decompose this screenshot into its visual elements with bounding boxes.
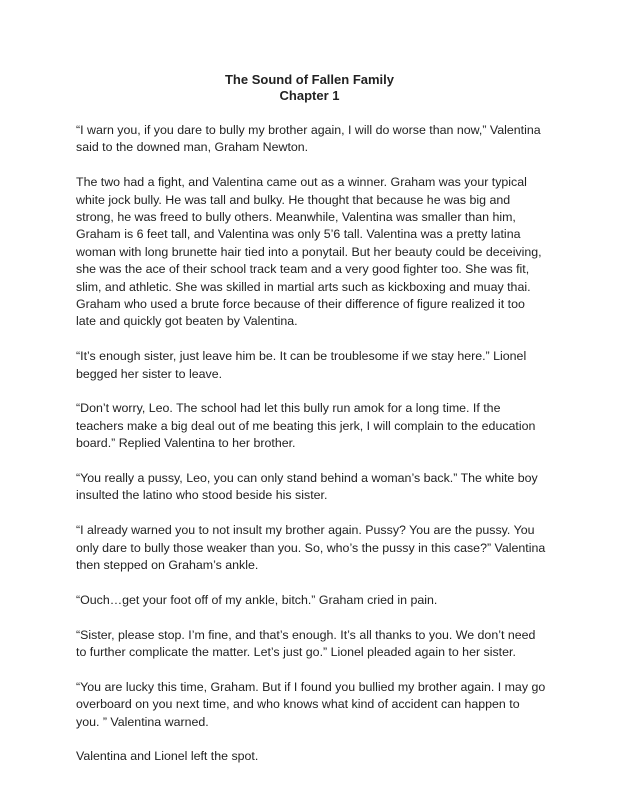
paragraph: “I warn you, if you dare to bully my brother again, I will do worse than now,” Valentina said to the downed man, Graham Newton. (76, 123, 541, 155)
paragraph: “Sister, please stop. I’m fine, and that’s enough. It’s all thanks to you. We don’t need to further complicate the matter. Let’s just go.” Lionel pleaded again to her sister. (76, 627, 536, 660)
story-title: The Sound of Fallen Family (224, 72, 394, 87)
paragraph: “You are lucky this time, Graham. But if I found you bullied my brother again. I may go overboard on you next time, and who knows what kind of accident can happen to you. ” Valentina warned. (76, 679, 546, 729)
paragraph: The two had a fight, and Valentina came out as a winner. Graham was your typical white jock bully. He was tall and bulky. He thought that because he was big and strong, he was freed to bully others. Meanwhile, Valentina was smaller than him, Graham is 6 feet tall, and Valentina was only 5’6 tall. Valentina was a pretty latina woman with long brunette hair tied into a ponytail. But her beauty could be deceiving, she was the ace of their school track team and a very good fighter too. She was fit, slim, and athletic. She was skilled in martial arts such as kickboxing and muay thai. Graham who used a brute force because of their difference of figure realized it too late and quickly got beaten by Valentina. (76, 175, 542, 329)
title-block (0, 72, 619, 104)
paragraph: “I already warned you to not insult my brother again. Pussy? You are the pussy. You only dare to bully those weaker than you. So, who’s the pussy in this case?” Valentina then stepped on Graham’s ankle. (76, 523, 546, 573)
chapter-heading: Chapter 1 (279, 88, 340, 103)
paragraph: “It’s enough sister, just leave him be. It can be troublesome if we stay here.” Lionel begged her sister to leave. (76, 349, 527, 381)
paragraph: “Don’t worry, Leo. The school had let this bully run amok for a long time. If the teachers make a big deal out of me beating this jerk, I will complain to the education board.” Replied Valentina to her brother. (76, 401, 536, 451)
paragraph: “You really a pussy, Leo, you can only stand behind a woman’s back.” The white boy insulted the latino who stood beside his sister. (76, 471, 538, 503)
paragraph: “Ouch…get your foot off of my ankle, bitch.” Graham cried in pain. (76, 592, 438, 607)
paragraph: Valentina and Lionel left the spot. (76, 749, 259, 764)
story-body (76, 122, 546, 783)
